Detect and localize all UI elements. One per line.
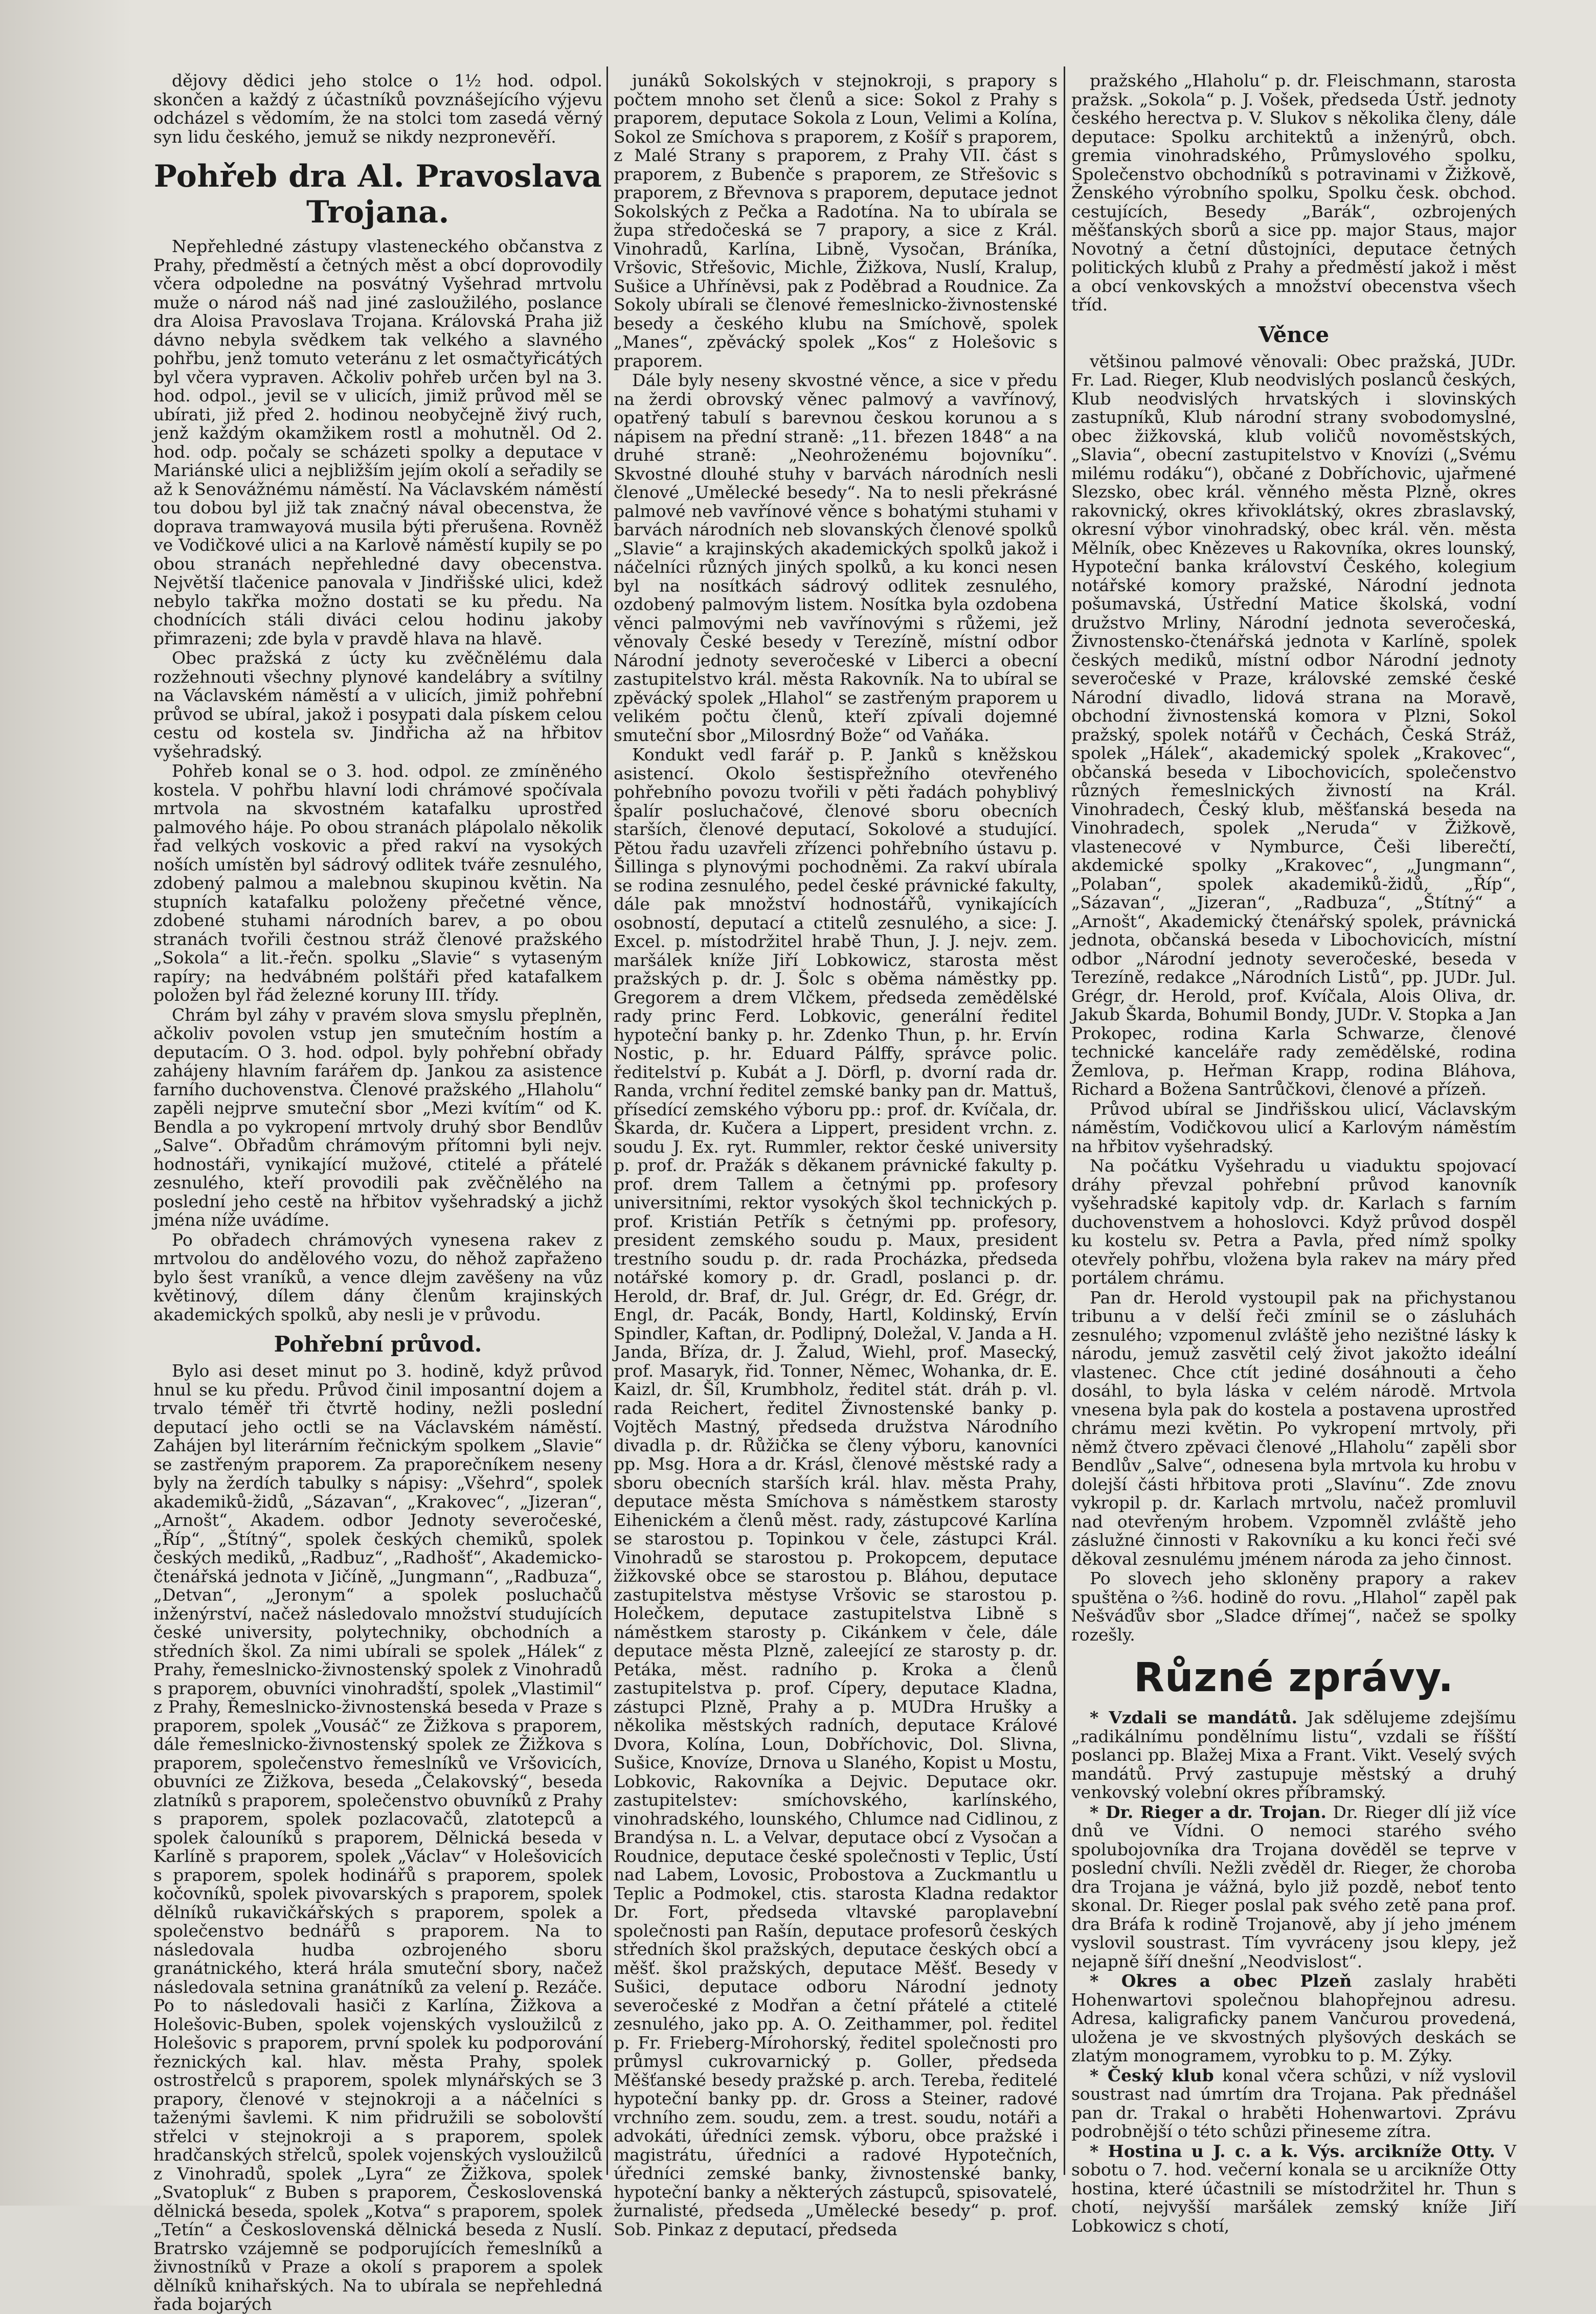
article-text: Na počátku Vyšehradu u viaduktu spojovací dráhy převzal pohřební průvod kanovník vyšehradské kapitoly vdp. dr. Karlach s farním duchovenstvem a hohoslovci. Když průvod dospěl ku kostelu sv. Petra a Pavla, před nímž spolky otevřely pohřbu, vložena byla rakev na máry před portálem chrámu. bbox=[1071, 1156, 1516, 1288]
news-headline: * Okres a obec Plzeň bbox=[1090, 1971, 1352, 1991]
news-headline: * Český klub bbox=[1090, 2065, 1214, 2085]
article-text: junáků Sokolských v stejnokroji, s prapory s počtem mnoho set členů a sice: Sokol z Prahy s praporem, deputace Sokola z Loun, Velimi a Kolína, Sokol ze Smíchova s praporem, z Košíř s praporem, z Malé Strany s praporem, z Prahy VII. část s praporem, z Bubenče s praporem, ze Střešovic s praporem, z Břevnova s praporem, deputace jednot Sokolských z Pečka a Radotína. Na to ubírala se župa středočeská se 7 prapory, a sice z Král. Vinohradů, Karlína, Libně, Vysočan, Bráníka, Vršovic, Střešovic, Michle, Žižkova, Nuslí, Kralup, Sušice a Uhříněvsi, pak z Poděbrad a Roudnice. Za Sokoly ubírali se členové řemeslnicko-živnostenské besedy a českého klubu na Smíchově, spolek „Manes“, zpěvácký spolek „Kos“ z Holešovic s praporem. bbox=[614, 71, 1058, 371]
article-text: Chrám byl záhy v pravém slova smyslu přeplněn, ačkoliv povolen vstup jen smutečním hostím a deputacím. O 3. hod. odpol. byly pohřební obřady zahájeny hlavním farářem dp. Jankou za asistence farního duchovenstva. Členové pražského „Hlaholu“ zapěli nejprve smuteční sbor „Mezi kvítím“ od K. Bendla a po vykropení mrtvoly druhý sbor Bendlův „Salve“. Obřadům chrámovým přítomni byli nejv. hodnostáři, vynikající mužové, ctitelé a přátelé zesnulého, kteří provodili pak zvěčnělého na poslední jeho cestě na hřbitov vyšehradský a jichž jména níže uvádíme. bbox=[153, 1004, 602, 1230]
news-headline: * Hostina u J. c. a k. Výs. arcikníže Otty. bbox=[1090, 2141, 1495, 2161]
news-item bbox=[1071, 1709, 1516, 1802]
article-text: Obec pražská z úcty ku zvěčnělému dala rozžehnouti všechny plynové kandelábry a svítilny na Václavském náměstí a v ulicích, jimiž pohřební průvod se ubíral, jakož i posypati dala pískem celou cestu od kostela sv. Jindřicha až na hřbitov vyšehradský. bbox=[153, 648, 602, 761]
article-text: Po slovech jeho skloněny prapory a rakev spuštěna o ⅔6. hodině do rovu. „Hlahol“ zapěl pak Nešváďův sbor „Sladce dřímej“, načež se spolky rozešly. bbox=[1071, 1568, 1516, 1645]
article-text: Průvod ubíral se Jindřišskou ulicí, Václavským náměstím, Vodičkovou ulicí a Karlovým náměstím na hřbitov vyšehradský. bbox=[1071, 1098, 1516, 1156]
news-text: konal včera schůzi, v níž vyslovil soustrast nad úmrtím dra Trojana. Pak přednášel pan dr. Trakal o hraběti Hohenwartovi. Zprávu podrobnější o této schůzi přineseme zítra. bbox=[1071, 2065, 1516, 2141]
article-text: pražského „Hlaholu“ p. dr. Fleischmann, starosta pražsk. „Sokola“ p. J. Vošek, předseda Ústř. jednoty českého herectva p. V. Slukov s několika členy, dále deputace: Spolku architektů a inženýrů, obch. gremia vinohradského, Průmyslového spolku, Společenstvo obchodníků s potravinami v Žižkově, Ženského výrobního spolku, Spolku česk. obchod. cestujících, Besedy „Barák“, ozbrojených měšťanských sborů a sice pp. major Staus, major Novotný a četní důstojníci, deputace četných politických klubů z Prahy a předměstí jakož i měst a obcí venkovských a množství obecenstva všech tříd. bbox=[1071, 71, 1516, 314]
news-item bbox=[1071, 2066, 1516, 2141]
news-text: Jak sdělujeme zdejšímu „radikálnímu pondělnímu listu“, vzdali se říšští poslanci pp. Blažej Mixa a Frant. Vikt. Veselý svých mandátů. Prvý zastupuje městský a druhý venkovský volební okres příbramský. bbox=[1071, 1708, 1516, 1802]
article-text: Pohřeb konal se o 3. hod. odpol. ze zmíněného kostela. V pohřbu hlavní lodi chrámové spočívala mrtvola na skvostném katafalku uprostřed palmového háje. Po obou stranách plápolalo několik řad velkých voskovic a před rakví na vysokých noších umístěn byl sádrový odlitek tváře zesnulého, zdobený palmou a malebnou skupinou květin. Na stupních katafalku položeny přečetné věnce, zdobené stuhami národních barev, a po obou stranách tvořili čestnou stráž členové pražského „Sokola“ a lit.-řečn. spolku „Slavie“ s vytaseným rapíry; na hedvábném polštáři před katafalkem položen byl řád železné koruny III. třídy. bbox=[153, 761, 602, 1005]
article-title: Pohřeb dra Al. Pravoslava Trojana. bbox=[153, 159, 602, 230]
article-text: Nepřehledné zástupy vlasteneckého občanstva z Prahy, předměstí a četných měst a obcí doprovodily včera odpoledne na posvátný Vyšehrad mrtvolu muže o národ náš nad jiné zasloužilého, poslance dra Aloisa Pravoslava Trojana. Královská Praha již dávno nebyla svědkem tak velkého a slavného pohřbu, jenž tomuto veteránu z let osmačtyřicátých byl včera vypraven. Ačkoliv pohřeb určen byl na 3. hod. odpol., jevil se v ulicích, jimiž průvod měl se ubírati, již před 2. hodinou neobyčejně živý ruch, jenž každým okamžikem rostl a mohutněl. Od 2. hod. odp. počaly se scházeti spolky a deputace v Mariánské ulici a nejbližším jejím okolí a seřadily se až k Senovážnému náměstí. Na Václavském náměstí tou dobou byl již tak značný nával obecenstva, že doprava tramwayová musila býti přerušena. Rovněž ve Vodičkové ulici a na Karlově náměstí kupily se po obou stranách nepřehledné davy obecenstva. Největší tlačenice panovala v Jindřišské ulici, kdež nebylo takřka možno dostati se ku předu. Na chodnících stáli diváci celou hodinu jakoby přimrazeni; zde byla v pravdě hlava na hlavě. bbox=[153, 236, 602, 648]
article-text: Kondukt vedl farář p. P. Janků s kněžskou asistencí. Okolo šestispřežního otevřeného pohřebního povozu tvořili v pěti řadách pohyblivý špalír posluchačové, členové sboru obecních starších, členové deputací, Sokolové a studující. Pětou řadu uzavřeli zřízenci pohřebního ústavu p. Šillinga s plynovými pochodněmi. Za rakví ubírala se rodina zesnulého, pedel české právnické fakulty, dále pak množství hodnostářů, vynikajících osobností, deputací a ctitelů zesnulého, a sice: J. Excel. p. místodržitel hrabě Thun, J. J. nejv. zem. maršálek kníže Jiří Lobkowicz, starosta měst pražských p. dr. J. Šolc s oběma náměstky pp. Gregorem a drem Vlčkem, předseda zemědělské rady princ Ferd. Lobkovic, generální ředitel hypoteční banky p. hr. Zdenko Thun, p. hr. Ervín Nostic, p. hr. Eduard Pálffy, správce polic. ředitelství p. Kubát a J. Dörfl, p. dvorní rada dr. Randa, vrchní ředitel zemské banky pan dr. Mattuš, přísedící zemského výboru pp.: prof. dr. Kvíčala, dr. Škarda, dr. Kučera a Lippert, president vrchn. z. soudu J. Ex. ryt. Rummler, rektor české university p. prof. dr. Pražák s děkanem právnické fakulty p. prof. drem Tallem a četnými pp. profesory universitními, rektor vysokých škol technických p. prof. Kristián Petřík s četnými pp. profesory, president zemského soudu p. Maux, president trestního soudu p. dr. rada Procházka, předseda notářské komory p. dr. Gradl, poslanci p. dr. Herold, dr. Braf, dr. Jul. Grégr, dr. Ed. Grégr, dr. Engl, dr. Pacák, Bondy, Hartl, Koldinský, Ervín Spindler, Kaftan, dr. Podlipný, Doležal, V. Janda a H. Janda, Bříza, dr. J. Žalud, Wiehl, prof. Masecký, prof. Masaryk, řid. Tonner, Němec, Wohanka, dr. E. Kaizl, dr. Šíl, Krumbholz, ředitel stát. dráh p. vl. rada Reichert, ředitel Živnostenské banky p. Vojtěch Mastný, předseda družstva Národního divadla p. dr. Růžička se členy výboru, kanovníci pp. Msg. Hora a dr. Krásl, členové městské rady a sboru obecních starších král. hlav. města Prahy, deputace města Smíchova s náměstkem starosty Eihenickém a členů měst. rady, zástupcové Karlína se starostou p. Topinkou v čele, zástupci Král. Vinohradů se starostou p. Prokopcem, deputace žižkovské obce se starostou p. Bláhou, deputace zastupitelstva městyse Vršovic se starostou p. Holečkem, deputace zastupitelstva Libně s náměstkem starosty p. Cikánkem v čele, dále deputace města Plzně, zaleející ze starosty p. dr. Petáka, měst. radního p. Kroka a členů zastupitelstva p. prof. Cípery, deputace Kladna, zástupci Plzně, Prahy a p. MUDra Hrušky a několika městských radních, deputace Králové Dvora, Kolína, Loun, Dobříchovic, Dol. Slivna, Sušice, Knovíze, Drnova u Slaného, Kopist u Mostu, Lobkovic, Rakovníka a Dejvic. Deputace okr. zastupitelstev: smíchovského, karlínského, vinohradského, lounského, Chlumce nad Cidlinou, z Brandýsa n. L. a Velvar, deputace obcí z Vysočan a Roudnice, deputace české společnosti v Teplic, Ústí nad Labem, Lovosic, Probostova a Zuckmantlu u Teplic a Podmokel, ctis. starosta Kladna redaktor Dr. Fort, předseda vltavské paroplavební společnosti pan Rašín, deputace profesorů českých středních škol pražských, deputace českých obcí a měšť. škol pražských, deputace Měšť. Besedy v Sušici, deputace odboru Národní jednoty severočeské z Modřan a četní přátelé a ctitelé zesnulého, jako pp. A. O. Zeithammer, pol. ředitel p. Fr. Frieberg-Mírohorský, ředitel společnosti pro průmysl cukrovarnický p. Goller, předseda Měšťanské besedy pražské p. arch. Tereba, ředitelé hypoteční banky pp. dr. Gross a Steiner, radové vrchního zem. soudu, zem. a trest. soudu, notáři a advokáti, úředníci zemsk. výboru, obce pražské i magistrátu, úředníci a radové Hypotečních, úředníci zemské banky, živnostenské banky, hypoteční banky a některých zástupců, spisovatelé, žurnalisté, předseda „Umělecké besedy“ p. prof. Sob. Pinkaz z deputací, předseda bbox=[614, 745, 1058, 2239]
article-text: Po obřadech chrámových vynesena rakev z mrtvolou do andělového vozu, do něhož zapřaženo bylo šest vraníků, a vence dlejm zavěšeny na vůz květinový, dílem dány členům krajinských akademických spolků, aby nesli je v průvodu. bbox=[153, 1229, 602, 1324]
article-text: Dále byly neseny skvostné věnce, a sice v předu na žerdi obrovský věnec palmový a vavřínový, opatřený tabulí s barevnou českou korunou a s nápisem na přední straně: „11. březen 1848“ a na druhé straně: „Neohroženému bojovníku“. Skvostné dlouhé stuhy v barvách národních nesli členové „Umělecké besedy“. Na to nesli překrásné palmové neb vavřínové věnce s bohatými stuhami v barvách národních neb slovanských členové spolků „Slavie“ a krajinských akademických spolků jakož i náčelníci různých jiných spolků, a ku konci nesen byl na nosítkách sádrový odlitek zesnulého, ozdobený palmovým listem. Nosítka byla ozdobena věnci palmovými neb vavřínovými s růžemi, jež věnovaly České besedy v Terezíně, místní odbor Národní jednoty severočeské v Liberci a obecní zastupitelstvo král. města Rakovník. Na to ubíral se zpěvácký spolek „Hlahol“ se zastřeným praporem u velikém počtu členů, kteří zpívali dojemné smuteční sbor „Milosrdný Bože“ od Vaňáka. bbox=[614, 370, 1058, 745]
column-rule bbox=[1064, 66, 1065, 2175]
news-item bbox=[1071, 1803, 1516, 1971]
article-text: Pan dr. Herold vystoupil pak na přichystanou tribunu a v delší řeči zmínil se o zásluhách zesnulého; vzpomenul zvláště jeho nezištné lásky k národu, jemuž zasvětil celý život jakožto ideální vlastenec. Chce ctít jediné dosáhnouti a čeho dosáhl, to byla láska v celém národě. Mrtvola vnesena byla pak do kostela a postavena uprostřed chrámu mezi květin. Po vykropení mrtvoly, při němž čtvero zpěvaci členové „Hlaholu“ zapěli sbor Bendlův „Salve“, odnesena byla mrtvola ku hrobu v dolejší části hřbitova proti „Slavínu“. Zde znovu vykropil p. dr. Karlach mrtvolu, načež promluvil nad otevřeným hrobem. Vzpomněl zvláště jeho záslužné činnosti v Rakovníku a ku konci řeči své děkoval zesnulému jménem národa za jeho činnost. bbox=[1071, 1287, 1516, 1569]
section-title: Různé zprávy. bbox=[1133, 1655, 1454, 1701]
news-headline: * Vzdali se mandátů. bbox=[1090, 1708, 1297, 1727]
column-rule bbox=[606, 66, 608, 2175]
column-3 bbox=[1071, 71, 1517, 2236]
news-item bbox=[1071, 2142, 1516, 2236]
section-heading: Pohřební průvod. bbox=[274, 1332, 482, 1357]
news-text: V sobotu o 7. hod. večerní konala se u arcikníže Otty hostina, které účastnili se místodržitel hr. Thun s chotí, nejvyšší maršálek zemský kníže Jiří Lobkowicz s chotí, bbox=[1071, 2141, 1517, 2236]
article-text: většinou palmové věnovali: Obec pražská, JUDr. Fr. Lad. Rieger, Klub neodvislých poslanců českých, Klub neodvislých hrvatských i slovinských zastupníků, Klub národní strany svobodomyslné, obec žižkovská, klub voličů novoměstských, „Slavia“, obecní zastupitelstvo v Knovízi („Svému milému rodáku“), občané z Dobříchovic, ujařmené Slezsko, obec král. věnného města Plzně, okres rakovnický, okres křivoklátský, okres zbraslavský, okresní výbor vinohradský, obec král. věn. města Mělník, obec Knězeves u Rakovníka, okres lounský, Hypoteční banka království Českého, kolegium notářské komory pražské, Národní jednota pošumavská, Ústřední Matice školská, vodní družstvo Mrliny, Národní jednota severočeská, Živnostensko-čtenářská jednota v Karlíně, spolek českých mediků, místní odbor Národní jednoty severočeské v Praze, královské zemské české Národní divadlo, lidová strana na Moravě, obchodní živnostenská komora v Plzni, Sokol pražský, spolek notářů v Čechách, Česká Stráž, spolek „Hálek“, akademický spolek „Krakovec“, občanská beseda v Libochovicích, společenstvo různých řemeslnických živností na Král. Vinohradech, Český klub, měšťanská beseda na Vinohradech, spolek „Neruda“ v Žižkově, vlastenecové v Nymburce, Češi liberečtí, akdemické spolky „Krakovec“, „Jungmann“, „Polaban“, spolek akademiků-židů, „Říp“, „Sázavan“, „Jizeran“, „Radbuza“, „Štítný“ a „Arnošt“, Akademický čtenářský spolek, právnická jednota, občanská beseda v Libochovicích, místní odbor „Národní jednoty severočeské, beseda v Terezíně, redakce „Národních Listů“, pp. JUDr. Jul. Grégr, dr. Herold, prof. Kvíčala, Alois Oliva, dr. Jakub Škarda, Bohumil Bondy, JUDr. V. Stopka a Jan Prokopec, rodina Karla Schwarze, členové technické kanceláře rady zemědělské, rodina Žemlova, p. Heřman Krapp, rodina Bláhova, Richard a Božena Santrůčkovi, členové a přízeň. bbox=[1071, 351, 1516, 1099]
news-item bbox=[1071, 1972, 1516, 2065]
news-headline: * Dr. Rieger a dr. Trojan. bbox=[1090, 1802, 1327, 1822]
column-2 bbox=[614, 71, 1058, 2239]
column-1 bbox=[153, 71, 602, 2314]
article-text: Bylo asi deset minut po 3. hodině, když průvod hnul se ku předu. Průvod činil imposantní dojem a trvalo téměř tři čtvrtě hodiny, nežli poslední deputací jeho octli se na Václavském náměstí. Zahájen byl literárním řečnickým spolkem „Slavie“ se zastřeným praporem. Za praporečníkem neseny byly na žerdích tabulky s nápisy: „Všehrd“, spolek akademiků-židů, „Sázavan“, „Krakovec“, „Jizeran“, „Arnošt“, Akadem. odbor Jednoty severočeské, „Říp“, „Štítný“, spolek českých chemiků, spolek českých mediků, „Radbuz“, „Radhošť“, Akademicko-čtenářská jednota v Jičíně, „Jungmann“, „Radbuza“, „Detvan“, „Jeronym“ a spolek posluchačů inženýrství, načež následovalo množství studujících české university, polytechniky, obchodních a středních škol. Za nimi ubírali se spolek „Hálek“ z Prahy, řemeslnicko-živnostenský spolek z Vinohradů s praporem, obuvníci vinohradští, spolek „Vlastimil“ z Prahy, Řemeslnicko-živnostenská beseda v Praze s praporem, spolek „Vousáč“ ze Žižkova s praporem, dále řemeslnicko-živnostenský spolek ze Žižkova s praporem, společenstvo řemeslníků ve Vršovicích, obuvníci ze Žižkova, beseda „Čelakovský“, beseda zlatníků s praporem, společenstvo obuvníků z Prahy s praporem, spolek pozlacovačů, zlatotepců a spolek čalouníků s praporem, Dělnická beseda v Karlíně s praporem, spolek „Václav“ v Holešovicích s praporem, spolek hodinářů s praporem, spolek kočovníků, spolek pivovarských s praporem, spolek dělníků rukavičkářských s praporem, spolek a společenstvo bednářů s praporem. Na to následovala hudba ozbrojeného sboru granátnického, která hrála smuteční sbory, načež následovala setnina granátníků za velení p. Rezáče. Po to následovali hasiči z Karlína, Žižkova a Holešovic-Buben, spolek vojenských vysloužilců z Holešovic s praporem, první spolek ku podporování řeznických kal. hlav. města Prahy, spolek ostrostřelců s praporem, spolek mlynářských se 3 prapory, členové v stejnokroji a a náčelníci s taženými šavlemi. K nim přidružili se sobolovští střelci v stejnokroji a s praporem, spolek hradčanských střelců, spolek vojenských vysloužilců z Vinohradů, spolek „Lyra“ ze Žižkova, spolek „Svatopluk“ z Buben s praporem, Československá dělnická beseda, spolek „Kotva“ s praporem, spolek „Tetín“ a Československá dělnická beseda z Nuslí. Bratrsko vzájemně se podporujících řemeslníků a živnostníků v Praze a okolí s praporem a spolek dělníků knihařských. Na to ubírala se nepřehledná řada bojarých bbox=[153, 1361, 602, 2314]
article-text: dějovy dědici jeho stolce o 1½ hod. odpol. skončen a každý z účastníků povznášejícího výjevu odcházel s vědomím, že na stolci tom zasedá věrný syn lidu českého, jemuž se nikdy nezpronevěří. bbox=[153, 71, 602, 147]
section-heading: Věnce bbox=[1258, 322, 1330, 347]
page-margin bbox=[0, 0, 133, 2206]
news-text: zaslaly hraběti Hohenwartovi společnou blahopřejnou adresu. Adresa, kaligraficky panem Vančurou provedená, uložena je ve skvostných plyšových deskách se zlatým monogramem, vyrobku to p. M. Zýky. bbox=[1071, 1971, 1517, 2065]
news-text: Dr. Rieger dlí již více dnů ve Vídni. O nemoci starého svého spolubojovníka dra Trojana dověděl se teprve v poslední chvíli. Nežli zvěděl dr. Rieger, že choroba dra Trojana je vážná, bylo již pozdě, neboť tento skonal. Dr. Rieger poslal pak svého zetě pana prof. dra Bráfa k rodině Trojanově, aby jí jeho jménem vyslovil soustrast. Tím vyvráceny jsou klepy, jež nejapně šíří dnešní „Neodvislost“. bbox=[1071, 1802, 1517, 1971]
